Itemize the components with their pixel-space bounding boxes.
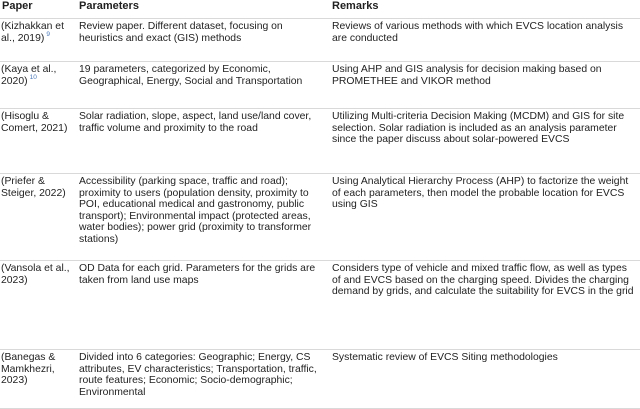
paper-citation: (Kaya et al., 2020) — [1, 64, 57, 87]
table-row — [0, 261, 640, 350]
table-row — [0, 19, 640, 62]
paper-column-header: Paper — [0, 0, 76, 19]
remarks-cell: Using AHP and GIS analysis for decision making based on PROMETHEE and VIKOR method — [327, 62, 640, 109]
parameters-column-header: Parameters — [76, 0, 327, 19]
table-row — [0, 174, 640, 261]
remarks-cell: Considers type of vehicle and mixed traffic flow, as well as types of and EVCS based on the charging speed. Divides the charging demand by grids, and calculate the suitability for EVCS in the grid — [327, 261, 640, 350]
header-row — [0, 0, 640, 19]
table-row — [0, 62, 640, 109]
parameters-cell: OD Data for each grid. Parameters for the grids are taken from land use maps — [76, 261, 327, 350]
parameters-cell: Accessibility (parking space, traffic and road); proximity to users (population density, proximity to POI, educational medical and gastronomy, public transport); Environmental impact (protected areas, water bodies); power grid (proximity to transformer stations) — [76, 174, 327, 261]
parameters-cell: Review paper. Different dataset, focusing on heuristics and exact (GIS) methods — [76, 19, 327, 62]
parameters-cell: Divided into 6 categories: Geographic; Energy, CS attributes, EV characteristics; Transportation, traffic, route features; Economic; Socio-demographic; Environmental — [76, 350, 327, 409]
paper-cell: (Hisoglu & Comert, 2021) — [0, 109, 76, 174]
remarks-cell: Systematic review of EVCS Siting methodologies — [327, 350, 640, 409]
parameters-cell: 19 parameters, categorized by Economic, Geographical, Energy, Social and Transportation — [76, 62, 327, 109]
reference-link[interactable]: 10 — [29, 74, 37, 82]
paper-cell: (Vansola et al., 2023) — [0, 261, 76, 350]
remarks-cell: Reviews of various methods with which EVCS location analysis are conducted — [327, 19, 640, 62]
reference-link[interactable]: 9 — [46, 31, 50, 39]
paper-citation: (Kizhakkan et al., 2019) — [1, 21, 64, 44]
parameters-cell: Solar radiation, slope, aspect, land use/land cover, traffic volume and proximity to the road — [76, 109, 327, 174]
paper-cell: (Priefer & Steiger, 2022) — [0, 174, 76, 261]
table-row — [0, 109, 640, 174]
remarks-cell: Utilizing Multi-criteria Decision Making (MCDM) and GIS for site selection. Solar radiation is included as an analysis parameter since the paper discuss about solar-powered EVCS — [327, 109, 640, 174]
paper-cell — [0, 62, 76, 109]
paper-cell: (Banegas & Mamkhezri, 2023) — [0, 350, 76, 409]
paper-cell — [0, 19, 76, 62]
remarks-column-header: Remarks — [327, 0, 640, 19]
remarks-cell: Using Analytical Hierarchy Process (AHP) to factorize the weight of each parameters, then model the probable location for EVCS using GIS — [327, 174, 640, 261]
